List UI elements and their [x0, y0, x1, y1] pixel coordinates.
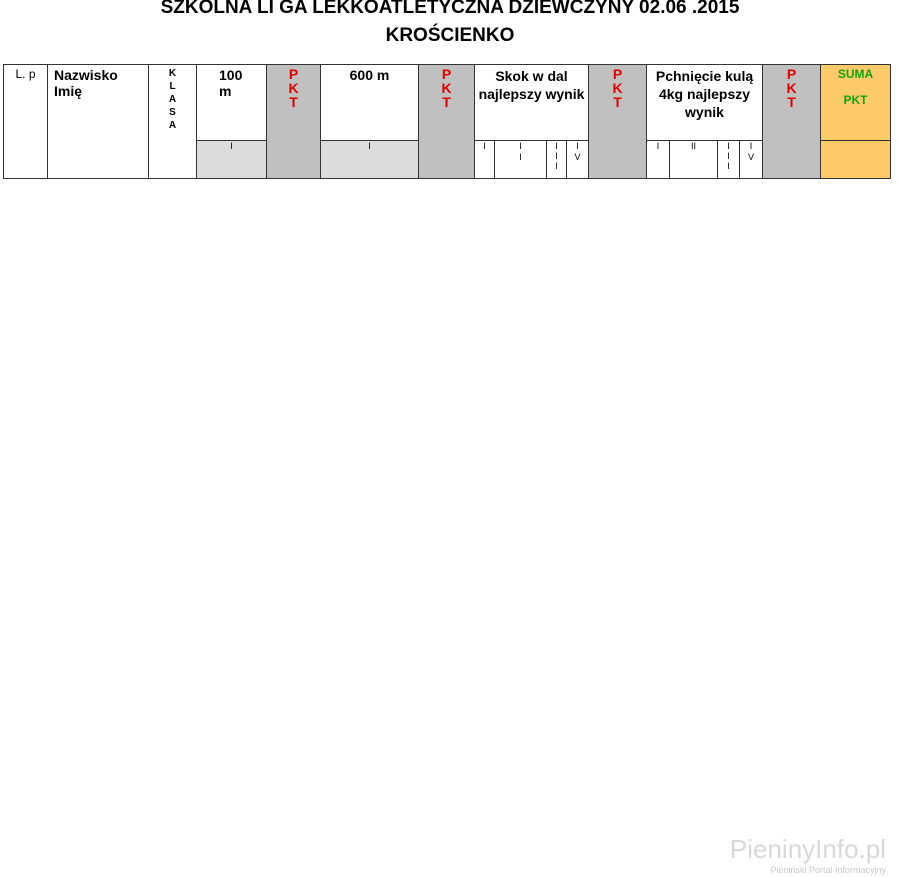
sub-iii-label: I I I	[555, 141, 558, 171]
header-suma	[821, 65, 891, 141]
sub-ii-label: I I	[519, 141, 522, 162]
sub-iii-label: I I I	[727, 141, 730, 171]
header-jump: Skok w dal najlepszy wynik	[475, 65, 589, 141]
sub-suma	[821, 141, 891, 179]
results-table	[3, 64, 891, 179]
watermark-text: PieninyInfo.pl	[729, 834, 886, 864]
pkt-label: P K T	[441, 66, 452, 110]
header-100m	[197, 65, 267, 141]
header-klasa	[149, 65, 197, 179]
pkt-label: P K T	[786, 66, 797, 110]
header-shot: Pchnięcie kulą 4kg najlepszy wynik	[647, 65, 763, 141]
pkt-label: P K T	[288, 66, 299, 110]
sub-jump-ii	[495, 141, 547, 179]
header-pkt-600	[419, 65, 475, 179]
sub-jump-iv	[567, 141, 589, 179]
klasa-label: K L A S A	[168, 68, 177, 131]
sub-shot-iii	[718, 141, 740, 179]
sub-shot-ii: II	[670, 141, 718, 179]
header-pkt-jump	[589, 65, 647, 179]
header-pkt-shot	[763, 65, 821, 179]
page-subtitle: KROŚCIENKO	[385, 25, 515, 46]
watermark-sub: Pieniński Portal Informacyjny	[770, 865, 886, 875]
suma-pkt-label: PKT	[843, 93, 868, 107]
header-name: Nazwisko Imię	[48, 65, 149, 179]
sub-iv-label: I V	[748, 141, 755, 162]
sub-iv-label: I V	[574, 141, 581, 162]
sub-100-i: I	[197, 141, 267, 179]
sub-shot-i: I	[647, 141, 670, 179]
sub-jump-iii	[547, 141, 567, 179]
run100-label: 100 m	[219, 67, 243, 99]
sub-jump-i: I	[475, 141, 495, 179]
sub-shot-iv	[740, 141, 763, 179]
pkt-label: P K T	[612, 66, 623, 110]
header-lp: L. p	[4, 65, 48, 179]
watermark	[730, 834, 886, 875]
sub-600-i: I	[321, 141, 419, 179]
page-title: SZKOLNA LI GA LEKKOATLETYCZNA DZIEWCZYNY 02.06 .2015	[160, 0, 740, 18]
header-pkt-100	[267, 65, 321, 179]
header-600m: 600 m	[321, 65, 419, 141]
suma-label: SUMA	[837, 67, 874, 81]
